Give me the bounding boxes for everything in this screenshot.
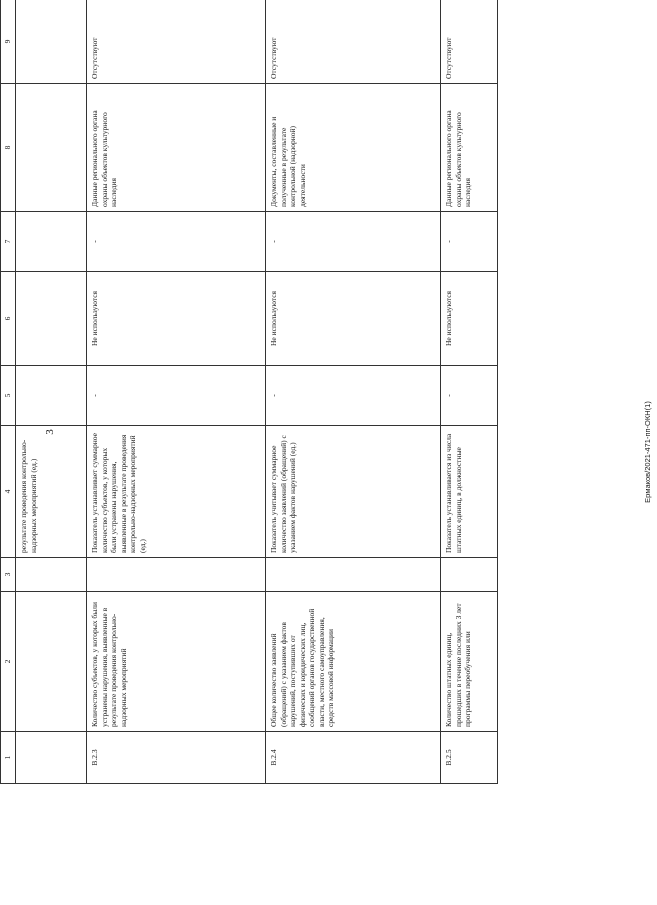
indicator-name: Количество штатных единиц, прошедших в течение последних 3 лет программы переобучения или <box>441 592 498 732</box>
column-header: 3 <box>1 558 16 592</box>
data-source: Данные регионального органа охраны объектов культурного наследия <box>441 84 498 212</box>
column-header: 9 <box>1 0 16 84</box>
indicator-name: Количество субъектов, у которых были устранены нарушения, выявленные в результате проведения контрольно-надзорных мероприятий <box>87 592 266 732</box>
page-number: 3 <box>44 429 56 435</box>
cell-col6: Не используются <box>441 272 498 366</box>
cell-col7: - <box>87 212 266 272</box>
data-source: Документы, составленные и полученные в результате контрольной (надзорной) деятельности <box>266 84 441 212</box>
continued-method-text: результате проведения контрольно-надзорных мероприятий (ед.) <box>16 426 87 558</box>
document-footer: Ермаков/2021-471-пп-ОКН(1) <box>643 401 652 503</box>
cell-col5: - <box>441 366 498 426</box>
indicator-code: В.2.4 <box>266 732 441 784</box>
column-header: 5 <box>1 366 16 426</box>
calculation-method: Показатель устанавливается из числа штатных единиц, в должностные <box>441 426 498 558</box>
column-header: 6 <box>1 272 16 366</box>
cell-col3 <box>266 558 441 592</box>
calculation-method: Показатель учитывает суммарное количество заявлений (обращений) с указанием фактов нарушений (ед.) <box>266 426 441 558</box>
cell-col5: - <box>87 366 266 426</box>
indicator-code: В.2.3 <box>87 732 266 784</box>
cell-col3 <box>87 558 266 592</box>
column-header: 4 <box>1 426 16 558</box>
column-header: 2 <box>1 592 16 732</box>
cell-col6: Не используются <box>266 272 441 366</box>
column-header: 8 <box>1 84 16 212</box>
calculation-method: Показатель устанавливает суммарное количество субъектов, у которых были устранены нарушения, выявленные в результате проведения контрольно-надзорных мероприятий (ед.) <box>87 426 266 558</box>
table-row <box>87 0 266 784</box>
note: Отсутствуют <box>266 0 441 84</box>
cell-col7: - <box>441 212 498 272</box>
cell-col6: Не используются <box>87 272 266 366</box>
indicator-name: Общее количество заявлений (обращений) с указанием фактов нарушений, поступивших от физических и юридических лиц, сообщений органов государственной власти, местного самоуправления, средств массовой информации <box>266 592 441 732</box>
indicator-code: В.2.5 <box>441 732 498 784</box>
column-header: 7 <box>1 212 16 272</box>
note: Отсутствуют <box>441 0 498 84</box>
table-row <box>266 0 441 784</box>
note: Отсутствуют <box>87 0 266 84</box>
cell-col3 <box>441 558 498 592</box>
data-source: Данные регионального органа охраны объектов культурного наследия <box>87 84 266 212</box>
column-header: 1 <box>1 732 16 784</box>
cell-col7: - <box>266 212 441 272</box>
continuation-row <box>16 0 87 784</box>
header-row <box>1 0 16 784</box>
cell-col5: - <box>266 366 441 426</box>
table-row <box>441 0 498 784</box>
